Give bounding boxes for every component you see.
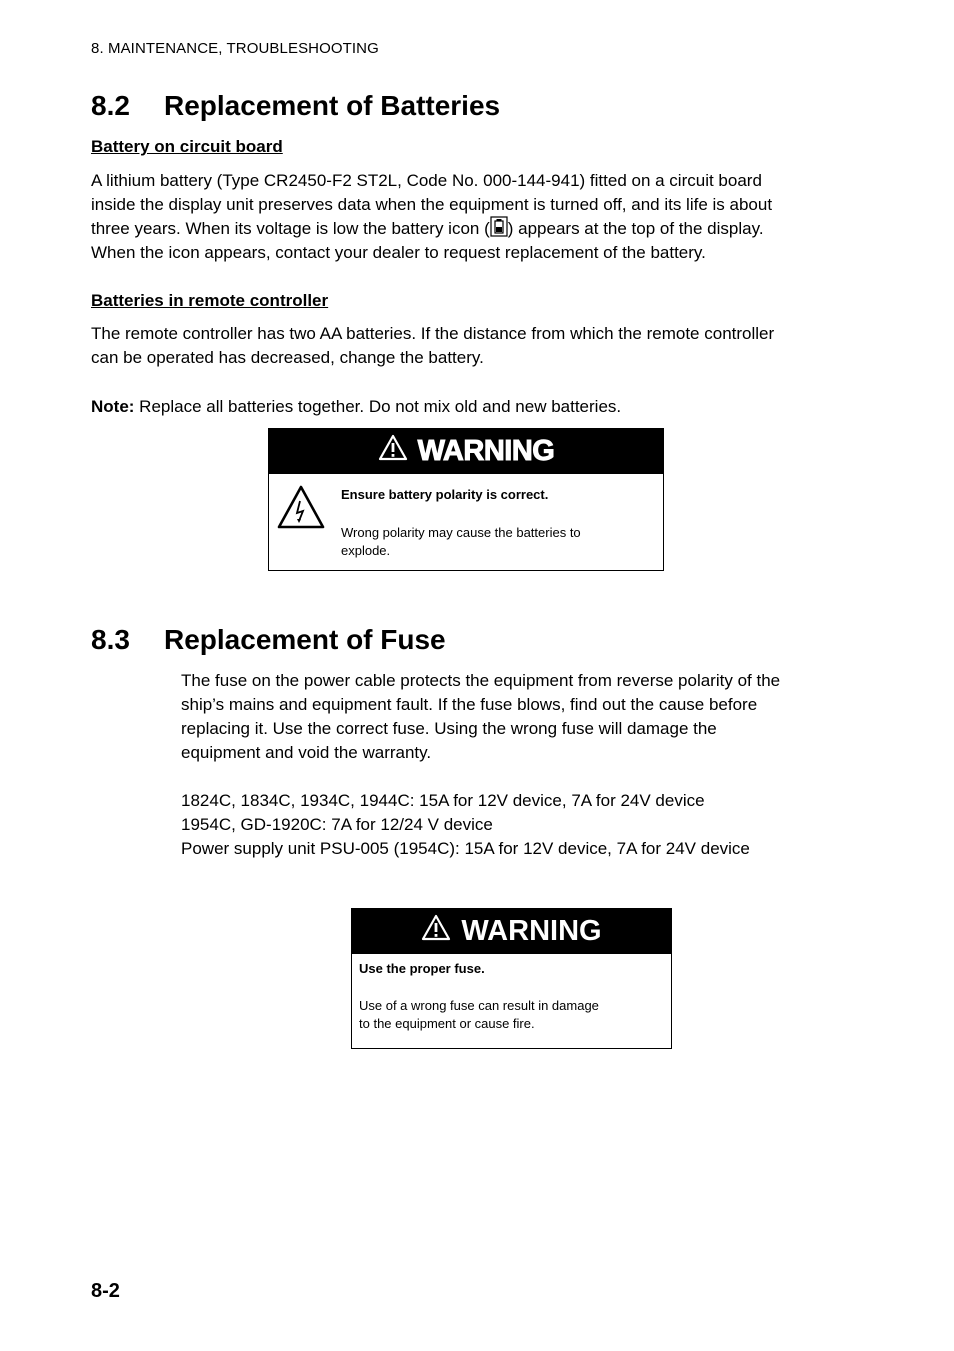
page-number: 8-2 [91, 1280, 120, 1302]
paragraph-line: The remote controller has two AA batteries. If the distance from which the remote controller [91, 324, 775, 343]
warning-title: WARNING [461, 915, 602, 947]
warning-detail: Use of a wrong fuse can result in damage [359, 998, 599, 1013]
remote-batteries-paragraph [91, 322, 774, 370]
text-fragment: three years. When its voltage is low the battery icon ( [91, 219, 490, 238]
subheading-battery-circuit-board: Battery on circuit board [91, 137, 283, 156]
fuse-paragraph [181, 669, 780, 765]
warning-detail: explode. [341, 543, 391, 558]
warning-triangle-icon [378, 434, 408, 469]
section-title-text: Replacement of Fuse [164, 624, 446, 655]
warning-title: WARNING [417, 435, 555, 467]
fuse-spec-line: Power supply unit PSU-005 (1954C): 15A for 12V device, 7A for 24V device [181, 839, 750, 858]
warning-detail: Wrong polarity may cause the batteries to [341, 525, 581, 540]
fuse-spec-line: 1824C, 1834C, 1934C, 1944C: 15A for 12V device, 7A for 24V device [181, 791, 705, 810]
paragraph-line: replacing it. Use the correct fuse. Using the wrong fuse will damage the [181, 719, 717, 738]
subheading-remote-batteries: Batteries in remote controller [91, 291, 329, 310]
warning-box-battery [268, 428, 664, 571]
running-header: 8. MAINTENANCE, TROUBLESHOOTING [91, 40, 379, 57]
battery-icon [490, 218, 508, 238]
electric-shock-icon [276, 484, 326, 535]
warning-detail: to the equipment or cause fire. [359, 1016, 535, 1031]
warning-header [269, 429, 663, 474]
warning-box-fuse [351, 908, 672, 1049]
paragraph-line: inside the display unit preserves data when the equipment is turned off, and its life is about [91, 195, 773, 214]
warning-header [352, 909, 671, 954]
paragraph-line: The fuse on the power cable protects the equipment from reverse polarity of the [181, 671, 781, 690]
warning-headline: Use the proper fuse. [359, 961, 485, 976]
section-title-text: Replacement of Batteries [164, 90, 501, 121]
note-line [91, 395, 621, 419]
battery-circuit-paragraph [91, 169, 772, 265]
paragraph-line: equipment and void the warranty. [181, 743, 432, 762]
text-fragment: ) appears at the top of the display. [507, 219, 764, 238]
warning-message [359, 960, 664, 1033]
warning-headline: Ensure battery polarity is correct. [341, 487, 549, 502]
section-title-8-2 [91, 90, 500, 122]
note-text: Replace all batteries together. Do not mix old and new batteries. [134, 397, 622, 416]
warning-message [341, 486, 651, 560]
paragraph-line [91, 217, 772, 241]
paragraph-line: When the icon appears, contact your dealer to request replacement of the battery. [91, 243, 706, 262]
section-number: 8.3 [91, 624, 130, 655]
note-label: Note: [91, 397, 135, 416]
warning-triangle-icon [421, 914, 451, 949]
section-title-8-3 [91, 624, 446, 656]
fuse-spec-list [181, 789, 750, 861]
paragraph-line: ship’s mains and equipment fault. If the fuse blows, find out the cause before [181, 695, 758, 714]
paragraph-line: A lithium battery (Type CR2450-F2 ST2L, Code No. 000-144-941) fitted on a circuit board [91, 171, 762, 190]
fuse-spec-line: 1954C, GD-1920C: 7A for 12/24 V device [181, 815, 493, 834]
section-number: 8.2 [91, 90, 130, 121]
paragraph-line: can be operated has decreased, change the battery. [91, 348, 484, 367]
